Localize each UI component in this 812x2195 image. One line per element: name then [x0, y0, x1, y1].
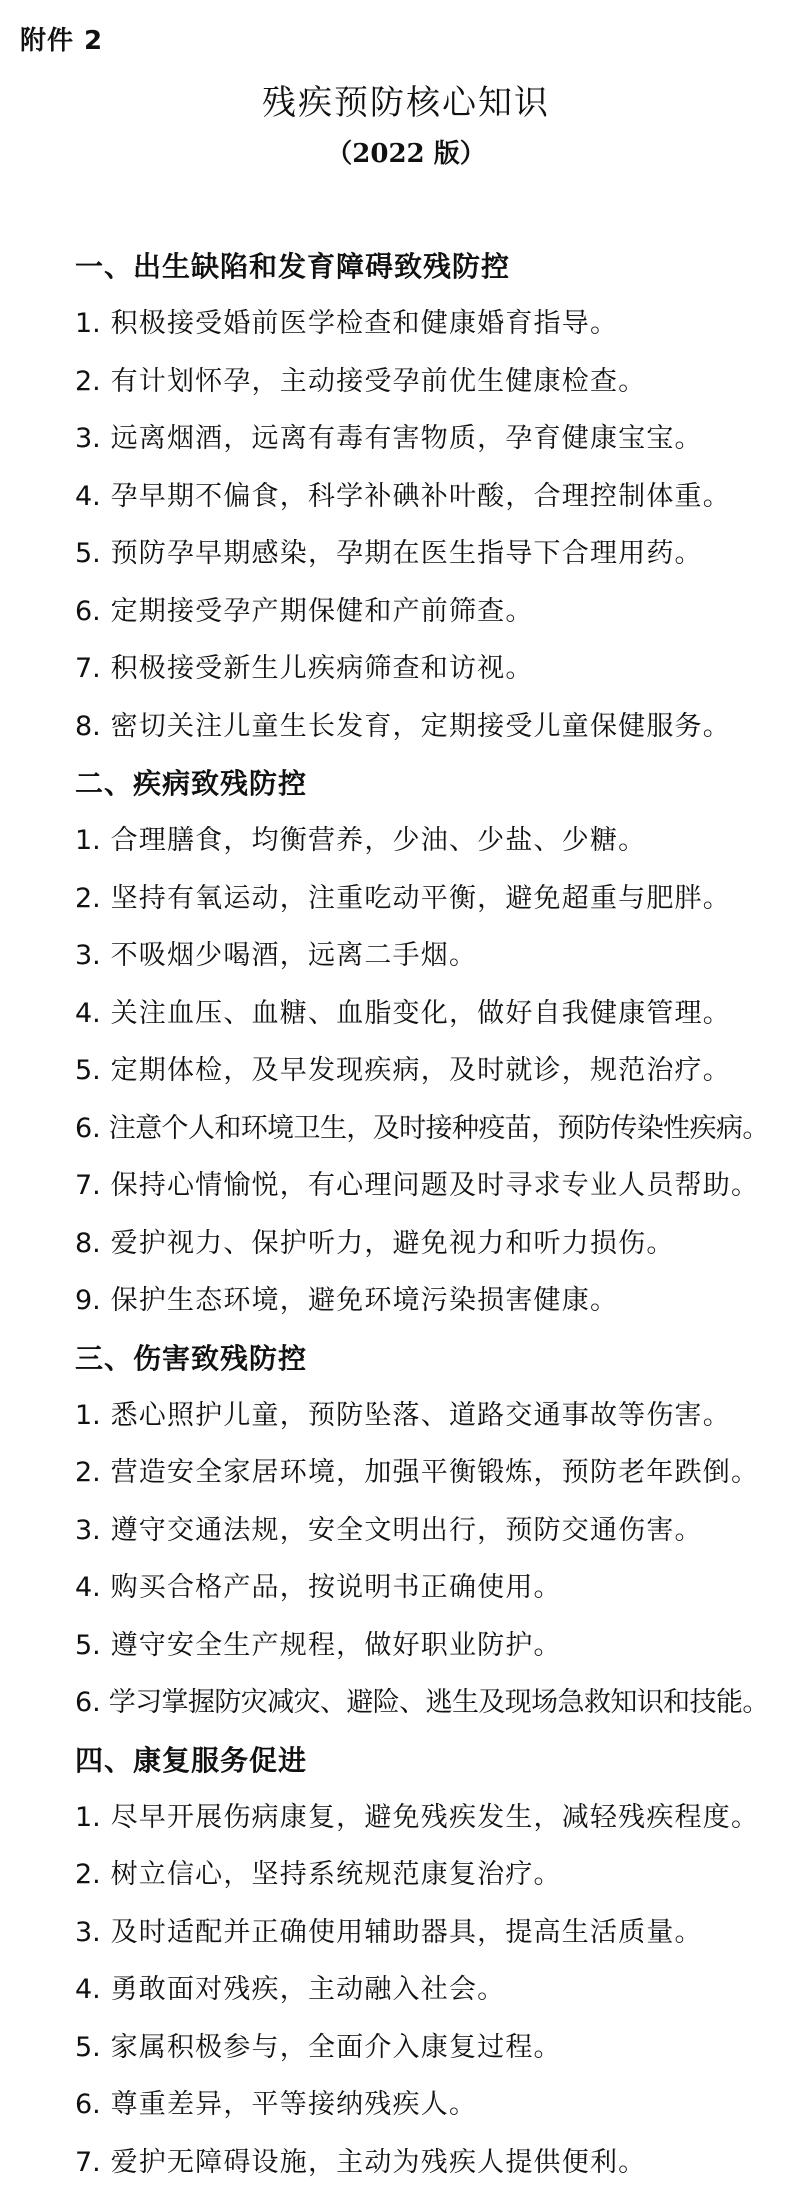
item-number: 8.	[75, 1228, 101, 1259]
list-item	[75, 1104, 795, 1162]
list-item	[75, 529, 795, 587]
item-number: 8.	[75, 711, 101, 742]
list-item	[75, 1621, 795, 1679]
item-text: 树立信心，坚持系统规范康复治疗。	[111, 1859, 562, 1890]
document-title: 残疾预防核心知识	[0, 75, 812, 124]
item-text: 爱护视力、保护听力，避免视力和听力损伤。	[111, 1228, 675, 1259]
list-item	[75, 414, 795, 472]
list-item	[75, 472, 795, 530]
list-item	[75, 1850, 795, 1908]
section-heading: 三、伤害致残防控	[75, 1334, 795, 1391]
list-item	[75, 1448, 795, 1506]
list-item	[75, 1276, 795, 1334]
list-item	[75, 1391, 795, 1449]
item-number: 6.	[75, 1113, 101, 1144]
item-number: 5.	[75, 1630, 101, 1661]
item-number: 1.	[75, 1400, 101, 1431]
list-item	[75, 874, 795, 932]
item-text: 不吸烟少喝酒，远离二手烟。	[111, 940, 478, 971]
list-item	[75, 587, 795, 645]
item-number: 7.	[75, 2147, 101, 2178]
item-number: 2.	[75, 883, 101, 914]
section-heading: 四、康复服务促进	[75, 1736, 795, 1793]
item-number: 6.	[75, 596, 101, 627]
item-text: 家属积极参与，全面介入康复过程。	[111, 2032, 562, 2063]
list-item	[75, 644, 795, 702]
item-number: 7.	[75, 653, 101, 684]
item-text: 悉心照护儿童，预防坠落、道路交通事故等伤害。	[111, 1400, 731, 1431]
list-item	[75, 357, 795, 415]
item-number: 6.	[75, 2089, 101, 2120]
item-number: 5.	[75, 1055, 101, 1086]
list-item	[75, 989, 795, 1047]
item-text: 定期体检，及早发现疾病，及时就诊，规范治疗。	[111, 1055, 731, 1086]
list-item	[75, 1046, 795, 1104]
list-item	[75, 2080, 795, 2138]
item-text: 远离烟酒，远离有毒有害物质，孕育健康宝宝。	[111, 423, 703, 454]
section-item-list	[75, 1391, 795, 1736]
item-text: 尊重差异，平等接纳残疾人。	[111, 2089, 478, 2120]
item-text: 密切关注儿童生长发育，定期接受儿童保健服务。	[111, 711, 731, 742]
list-item	[75, 1219, 795, 1277]
item-text: 积极接受新生儿疾病筛查和访视。	[111, 653, 534, 684]
item-text: 爱护无障碍设施，主动为残疾人提供便利。	[111, 2147, 647, 2178]
item-number: 9.	[75, 1285, 101, 1316]
item-number: 3.	[75, 423, 101, 454]
item-text: 注意个人和环境卫生，及时接种疫苗，预防传染性疾病。	[109, 1113, 769, 1144]
list-item	[75, 1793, 795, 1851]
item-number: 1.	[75, 1802, 101, 1833]
item-text: 勇敢面对残疾，主动融入社会。	[111, 1974, 506, 2005]
item-number: 4.	[75, 1572, 101, 1603]
item-text: 有计划怀孕，主动接受孕前优生健康检查。	[111, 366, 647, 397]
list-item	[75, 2138, 795, 2195]
list-item	[75, 1563, 795, 1621]
item-number: 2.	[75, 1859, 101, 1890]
list-item	[75, 299, 795, 357]
item-number: 3.	[75, 940, 101, 971]
item-text: 遵守交通法规，安全文明出行，预防交通伤害。	[111, 1515, 703, 1546]
item-number: 5.	[75, 2032, 101, 2063]
item-number: 1.	[75, 825, 101, 856]
item-text: 保持心情愉悦，有心理问题及时寻求专业人员帮助。	[111, 1170, 760, 1201]
item-text: 遵守安全生产规程，做好职业防护。	[111, 1630, 562, 1661]
item-number: 6.	[75, 1687, 101, 1718]
item-text: 合理膳食，均衡营养，少油、少盐、少糖。	[111, 825, 647, 856]
section-heading: 二、疾病致残防控	[75, 759, 795, 816]
document-body	[75, 242, 795, 2195]
item-number: 2.	[75, 1457, 101, 1488]
item-text: 营造安全家居环境，加强平衡锻炼，预防老年跌倒。	[111, 1457, 760, 1488]
item-number: 1.	[75, 308, 101, 339]
list-item	[75, 1506, 795, 1564]
item-text: 预防孕早期感染，孕期在医生指导下合理用药。	[111, 538, 703, 569]
list-item	[75, 816, 795, 874]
list-item	[75, 931, 795, 989]
item-text: 坚持有氧运动，注重吃动平衡，避免超重与肥胖。	[111, 883, 731, 914]
item-text: 尽早开展伤病康复，避免残疾发生，减轻残疾程度。	[111, 1802, 760, 1833]
item-text: 购买合格产品，按说明书正确使用。	[111, 1572, 562, 1603]
section-item-list	[75, 299, 795, 759]
item-text: 关注血压、血糖、血脂变化，做好自我健康管理。	[111, 998, 731, 1029]
list-item	[75, 702, 795, 760]
attachment-label: 附件 2	[20, 20, 103, 57]
list-item	[75, 1161, 795, 1219]
list-item	[75, 1908, 795, 1966]
item-text: 及时适配并正确使用辅助器具，提高生活质量。	[111, 1917, 703, 1948]
item-number: 7.	[75, 1170, 101, 1201]
section-item-list	[75, 1793, 795, 2195]
section-heading: 一、出生缺陷和发育障碍致残防控	[75, 242, 795, 299]
item-number: 4.	[75, 481, 101, 512]
item-text: 学习掌握防灾减灾、避险、逃生及现场急救知识和技能。	[109, 1687, 769, 1718]
item-number: 3.	[75, 1515, 101, 1546]
item-number: 2.	[75, 366, 101, 397]
item-text: 孕早期不偏食，科学补碘补叶酸，合理控制体重。	[111, 481, 731, 512]
item-number: 3.	[75, 1917, 101, 1948]
item-number: 4.	[75, 1974, 101, 2005]
list-item	[75, 2023, 795, 2081]
item-number: 4.	[75, 998, 101, 1029]
item-text: 保护生态环境，避免环境污染损害健康。	[111, 1285, 619, 1316]
list-item	[75, 1678, 795, 1736]
section-item-list	[75, 816, 795, 1334]
item-number: 5.	[75, 538, 101, 569]
item-text: 定期接受孕产期保健和产前筛查。	[111, 596, 534, 627]
item-text: 积极接受婚前医学检查和健康婚育指导。	[111, 308, 619, 339]
document-version: （2022 版）	[0, 133, 812, 170]
list-item	[75, 1965, 795, 2023]
